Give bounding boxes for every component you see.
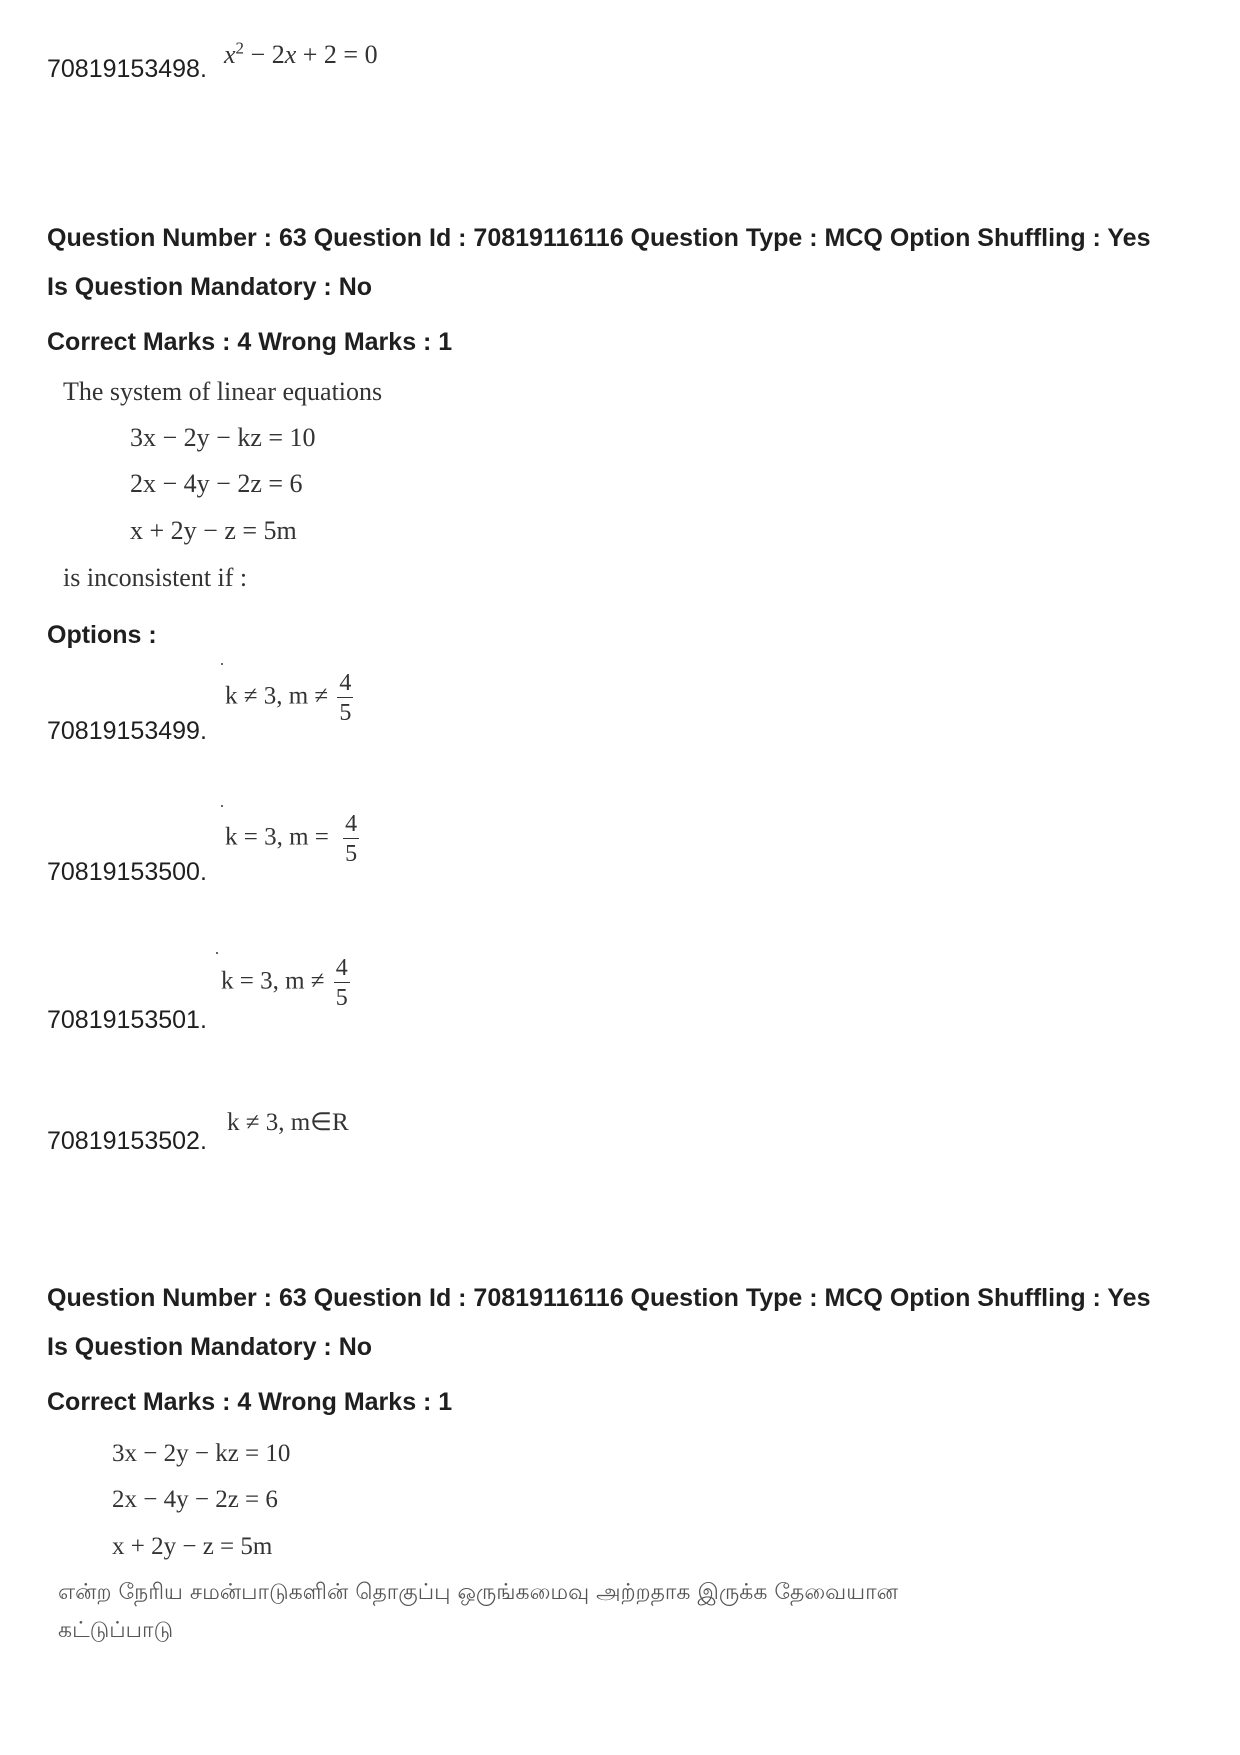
option-expression [221, 956, 350, 1010]
fraction [343, 812, 359, 866]
fraction-denominator: 5 [339, 700, 352, 726]
option-text: k = 3, m = [225, 823, 329, 851]
fraction-numerator: 4 [345, 811, 358, 837]
option-id: 70819153499. [47, 717, 207, 745]
scan-dot [221, 663, 223, 665]
fraction-numerator: 4 [335, 955, 348, 981]
fraction-numerator: 4 [339, 670, 352, 696]
scan-dot [221, 805, 223, 807]
option-equation: $x^2 - 2x + 2 = 0$ [224, 38, 378, 69]
option-text: k ≠ 3, m ≠ [225, 682, 329, 710]
fraction [337, 671, 353, 725]
option-text: k ≠ 3, m∈R [227, 1109, 349, 1136]
equation-3: x + 2y − z = 5m [130, 516, 297, 545]
question-header: Question Number : 63 Question Id : 70819116116 Question Type : MCQ Option Shuffling : Yes [47, 1284, 1151, 1312]
question-intro: The system of linear equations [63, 377, 383, 406]
fraction-denominator: 5 [335, 985, 348, 1011]
option-id: 70819153498. [47, 55, 207, 83]
equation-2: 2x − 4y − 2z = 6 [130, 469, 303, 498]
question-outro: is inconsistent if : [63, 563, 248, 592]
marks-line: Correct Marks : 4 Wrong Marks : 1 [47, 1388, 453, 1416]
equation-3: x + 2y − z = 5m [112, 1533, 273, 1560]
mandatory-line: Is Question Mandatory : No [47, 273, 373, 301]
option-text: k = 3, m ≠ [221, 967, 325, 995]
tamil-question-line-2: கட்டுப்பாடு [58, 1618, 174, 1643]
option-expression [227, 1107, 349, 1137]
option-id: 70819153500. [47, 858, 207, 886]
equation-1: 3x − 2y − kz = 10 [112, 1440, 291, 1467]
option-id: 70819153502. [47, 1127, 207, 1155]
scan-dot [216, 952, 218, 954]
option-expression [225, 671, 353, 725]
equation-1: 3x − 2y − kz = 10 [130, 423, 316, 452]
options-label: Options : [47, 621, 157, 649]
option-expression [225, 812, 359, 866]
tamil-question-line-1: என்ற நேரிய சமன்பாடுகளின் தொகுப்பு ஒருங்கமைவு அற்றதாக இருக்க தேவையான [58, 1580, 898, 1605]
option-id: 70819153501. [47, 1006, 207, 1034]
marks-line: Correct Marks : 4 Wrong Marks : 1 [47, 328, 453, 356]
fraction [334, 956, 350, 1010]
equation-2: 2x − 4y − 2z = 6 [112, 1486, 278, 1513]
fraction-denominator: 5 [345, 841, 358, 867]
question-header: Question Number : 63 Question Id : 70819116116 Question Type : MCQ Option Shuffling : Yes [47, 224, 1151, 252]
mandatory-line: Is Question Mandatory : No [47, 1333, 373, 1361]
